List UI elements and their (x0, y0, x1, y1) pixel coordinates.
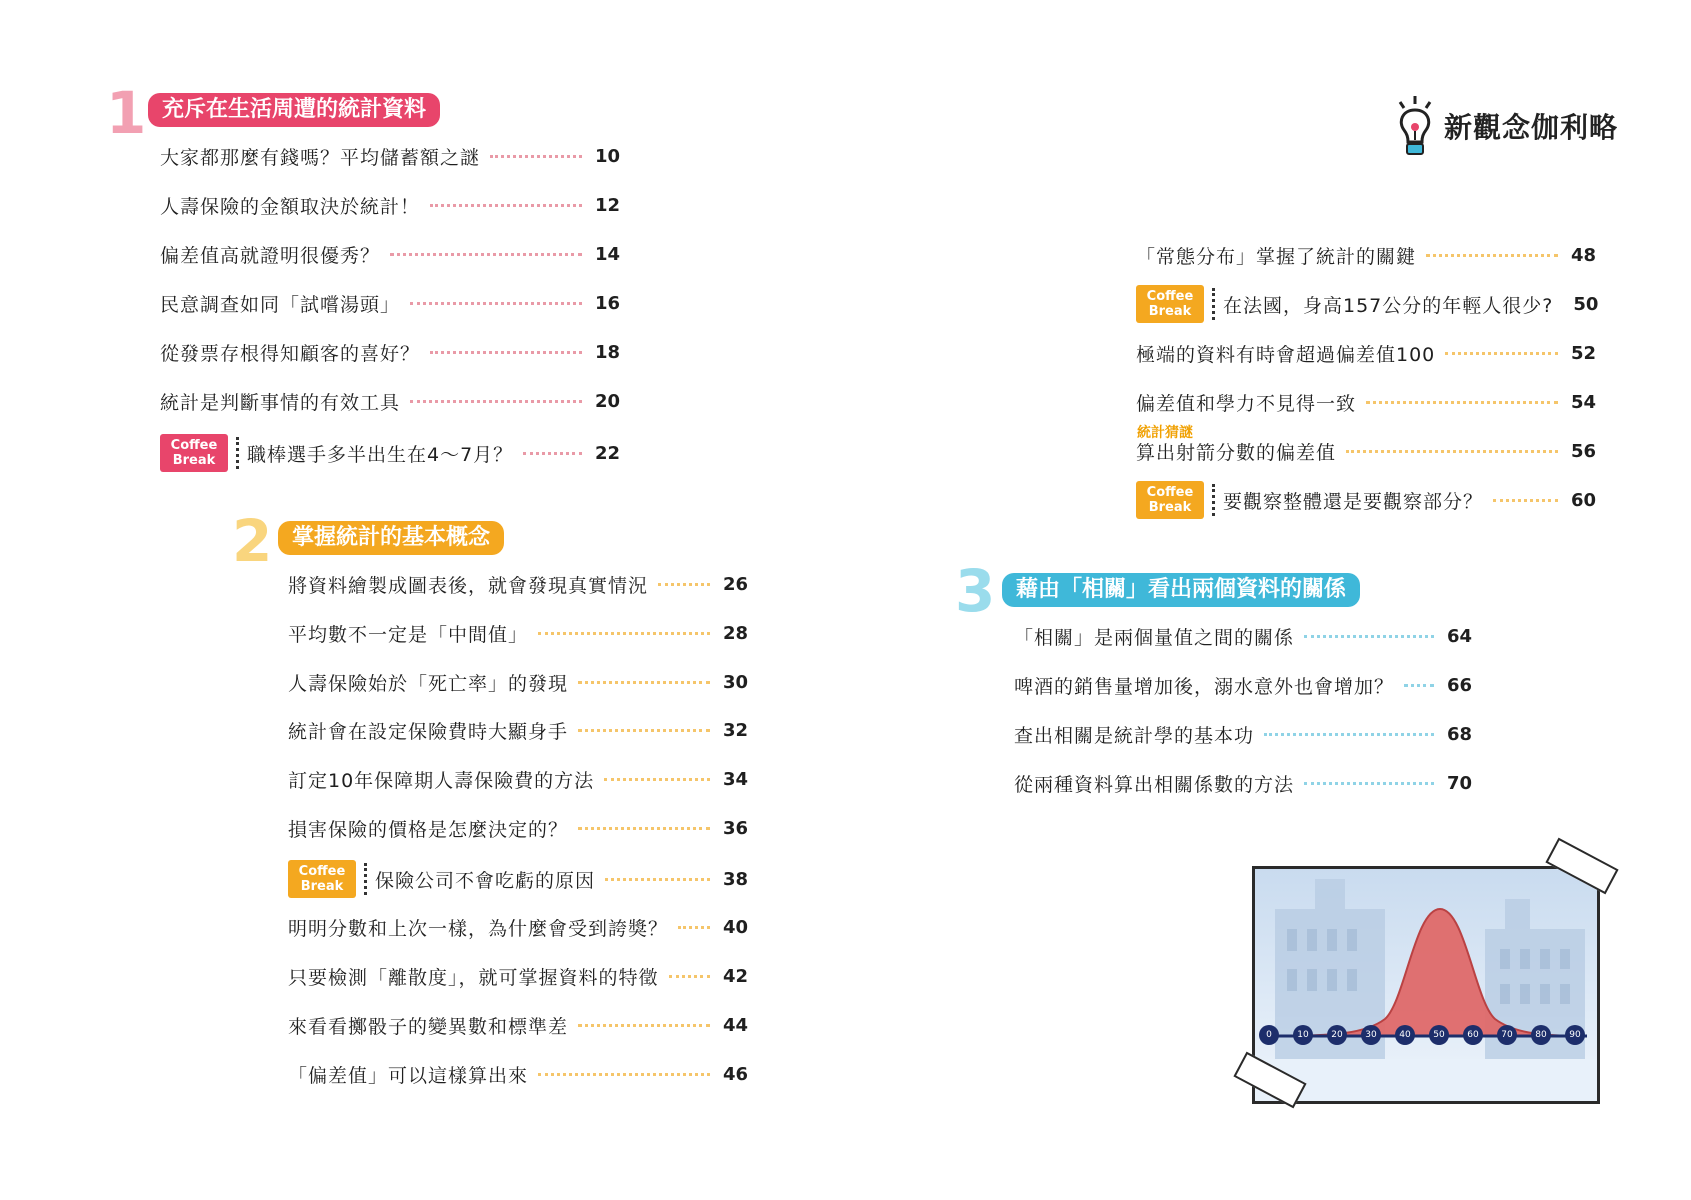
toc-entry-coffee-break[interactable] (160, 433, 620, 473)
entry-title: 職棒選手多半出生在4〜7月？ (247, 443, 514, 466)
page-number: 10 (594, 145, 620, 167)
axis-tick-30: 30 (1361, 1025, 1381, 1045)
toc-entry[interactable] (288, 762, 748, 796)
page-number: 52 (1570, 342, 1596, 364)
page-number: 34 (722, 768, 748, 790)
chapter1-number: 1 (106, 79, 147, 147)
entry-title: 明明分數和上次一樣，為什麼會受到誇獎？ (288, 917, 669, 940)
toc-entry[interactable] (1014, 619, 1472, 653)
entry-title: 平均數不一定是「中間值」 (288, 623, 529, 646)
page-number: 12 (594, 194, 620, 216)
leader-dots (1445, 352, 1558, 355)
toc-entry[interactable] (288, 713, 748, 747)
coffee-separator (1212, 288, 1215, 320)
axis-tick-0: 0 (1259, 1025, 1279, 1045)
chapter1-title: 充斥在生活周遭的統計資料 (148, 93, 440, 127)
entry-title: 啤酒的銷售量增加後，溺水意外也會增加？ (1014, 675, 1395, 698)
entry-title: 人壽保險始於「死亡率」的發現 (288, 672, 569, 695)
page-number: 38 (722, 868, 748, 890)
leader-dots (578, 827, 710, 830)
building-silhouette (1255, 869, 1597, 1101)
leader-dots (430, 351, 582, 354)
toc-entry[interactable] (288, 665, 748, 699)
toc-entry-coffee-break[interactable] (288, 859, 748, 899)
leader-dots (430, 204, 582, 207)
page-number: 36 (722, 817, 748, 839)
toc-entry[interactable] (288, 1008, 748, 1042)
coffee-break-badge (1136, 481, 1204, 519)
puzzle-label: 統計猜謎 (1137, 425, 1193, 441)
toc-entry[interactable] (160, 237, 620, 271)
entry-title: 從兩種資料算出相關係數的方法 (1014, 773, 1295, 796)
entry-title: 「偏差值」可以這樣算出來 (288, 1064, 529, 1087)
axis-tick-90: 90 (1565, 1025, 1585, 1045)
entry-title: 從發票存根得知顧客的喜好？ (160, 342, 421, 365)
coffee-label: Coffee (298, 864, 346, 879)
page-number: 26 (722, 573, 748, 595)
page-number: 18 (594, 341, 620, 363)
entry-title: 偏差值高就證明很優秀？ (160, 244, 381, 267)
leader-dots (1346, 450, 1558, 453)
page-number: 42 (722, 965, 748, 987)
leader-dots (410, 302, 582, 305)
page-number: 30 (722, 671, 748, 693)
coffee-separator (1212, 484, 1215, 516)
series-logo (1394, 94, 1618, 158)
page-number: 16 (594, 292, 620, 314)
coffee-label: Coffee (1146, 485, 1194, 500)
page-number: 40 (722, 916, 748, 938)
coffee-break-badge (160, 434, 228, 472)
entry-title: 保險公司不會吃虧的原因 (375, 869, 596, 892)
toc-entry[interactable] (288, 567, 748, 601)
leader-dots (1426, 254, 1558, 257)
entry-title: 統計是判斷事情的有效工具 (160, 391, 401, 414)
toc-entry[interactable] (1014, 668, 1472, 702)
entry-title: 極端的資料有時會超過偏差值100 (1136, 343, 1436, 366)
leader-dots (678, 926, 710, 929)
coffee-separator (236, 437, 239, 469)
toc-entry[interactable] (288, 1057, 748, 1091)
toc-entry[interactable] (288, 616, 748, 650)
leader-dots (578, 681, 710, 684)
page-number: 14 (594, 243, 620, 265)
leader-dots (604, 778, 710, 781)
page-number: 22 (594, 442, 620, 464)
entry-title: 算出射箭分數的偏差值 (1136, 441, 1337, 464)
coffee-separator (364, 863, 367, 895)
page-number: 44 (722, 1014, 748, 1036)
page-number: 48 (1570, 244, 1596, 266)
page-number: 28 (722, 622, 748, 644)
entry-title: 訂定10年保障期人壽保險費的方法 (288, 769, 595, 792)
page-number: 46 (722, 1063, 748, 1085)
coffee-label: Coffee (170, 438, 218, 453)
leader-dots (669, 975, 710, 978)
toc-entry[interactable] (160, 384, 620, 418)
toc-entry[interactable] (1136, 238, 1596, 272)
entry-title: 將資料繪製成圖表後，就會發現真實情況 (288, 574, 649, 597)
axis-tick-20: 20 (1327, 1025, 1347, 1045)
leader-dots (1493, 499, 1558, 502)
coffee-label: Coffee (1146, 289, 1194, 304)
toc-entry[interactable] (160, 335, 620, 369)
leader-dots (1264, 733, 1434, 736)
lightbulb-icon (1394, 94, 1436, 158)
entry-title: 大家都那麼有錢嗎？平均儲蓄額之謎 (160, 146, 481, 169)
leader-dots (1304, 782, 1434, 785)
page-number: 54 (1570, 391, 1596, 413)
leader-dots (390, 253, 582, 256)
break-label: Break (172, 453, 216, 468)
entry-title: 偏差值和學力不見得一致 (1136, 392, 1357, 415)
entry-title: 民意調查如同「試嚐湯頭」 (160, 293, 401, 316)
axis-tick-50: 50 (1429, 1025, 1449, 1045)
toc-entry[interactable] (160, 286, 620, 320)
leader-dots (605, 878, 710, 881)
axis-tick-40: 40 (1395, 1025, 1415, 1045)
entry-title: 人壽保險的金額取決於統計！ (160, 195, 421, 218)
axis-tick-60: 60 (1463, 1025, 1483, 1045)
leader-dots (578, 729, 710, 732)
coffee-break-badge (1136, 285, 1204, 323)
page-number: 66 (1446, 674, 1472, 696)
leader-dots (1404, 684, 1434, 687)
page-number: 60 (1570, 489, 1596, 511)
bell-curve-illustration (1252, 866, 1600, 1104)
break-label: Break (1148, 304, 1192, 319)
break-label: Break (300, 879, 344, 894)
series-title: 新觀念伽利略 (1444, 111, 1619, 144)
toc-entry[interactable] (160, 188, 620, 222)
toc-entry[interactable] (160, 139, 620, 173)
leader-dots (578, 1024, 710, 1027)
toc-entry[interactable] (288, 910, 748, 944)
chapter2-number: 2 (232, 507, 273, 575)
toc-entry[interactable] (288, 811, 748, 845)
page-number: 56 (1570, 440, 1596, 462)
toc-entry[interactable] (1136, 434, 1596, 468)
break-label: Break (1148, 500, 1192, 515)
toc-entry[interactable] (1014, 766, 1472, 800)
leader-dots (490, 155, 582, 158)
entry-title: 統計會在設定保險費時大顯身手 (288, 720, 569, 743)
entry-title: 來看看擲骰子的變異數和標準差 (288, 1015, 569, 1038)
toc-entry[interactable] (1014, 717, 1472, 751)
chapter2-title: 掌握統計的基本概念 (278, 521, 504, 555)
axis-tick-70: 70 (1497, 1025, 1517, 1045)
leader-dots (1304, 635, 1434, 638)
leader-dots (523, 452, 582, 455)
toc-entry[interactable] (1136, 385, 1596, 419)
toc-entry-coffee-break[interactable] (1136, 284, 1599, 324)
leader-dots (538, 632, 710, 635)
toc-entry[interactable] (1136, 336, 1596, 370)
chapter3-title: 藉由「相關」看出兩個資料的關係 (1002, 573, 1360, 607)
entry-title: 損害保險的價格是怎麼決定的？ (288, 818, 569, 841)
toc-entry-coffee-break[interactable] (1136, 480, 1596, 520)
entry-title: 「常態分布」掌握了統計的關鍵 (1136, 245, 1417, 268)
page-number: 64 (1446, 625, 1472, 647)
entry-title: 查出相關是統計學的基本功 (1014, 724, 1255, 747)
leader-dots (658, 583, 710, 586)
page-number: 32 (722, 719, 748, 741)
toc-entry[interactable] (288, 959, 748, 993)
coffee-break-badge (288, 860, 356, 898)
entry-title: 「相關」是兩個量值之間的關係 (1014, 626, 1295, 649)
axis-tick-80: 80 (1531, 1025, 1551, 1045)
chapter3-number: 3 (955, 557, 996, 625)
axis-tick-10: 10 (1293, 1025, 1313, 1045)
page-number: 68 (1446, 723, 1472, 745)
leader-dots (538, 1073, 710, 1076)
leader-dots (1366, 401, 1558, 404)
entry-title: 只要檢測「離散度」，就可掌握資料的特徵 (288, 966, 659, 989)
page-number: 20 (594, 390, 620, 412)
page-number: 50 (1573, 293, 1599, 315)
entry-title: 在法國，身高157公分的年輕人很少? (1223, 294, 1554, 317)
page-number: 70 (1446, 772, 1472, 794)
entry-title: 要觀察整體還是要觀察部分？ (1223, 490, 1484, 513)
leader-dots (410, 400, 582, 403)
